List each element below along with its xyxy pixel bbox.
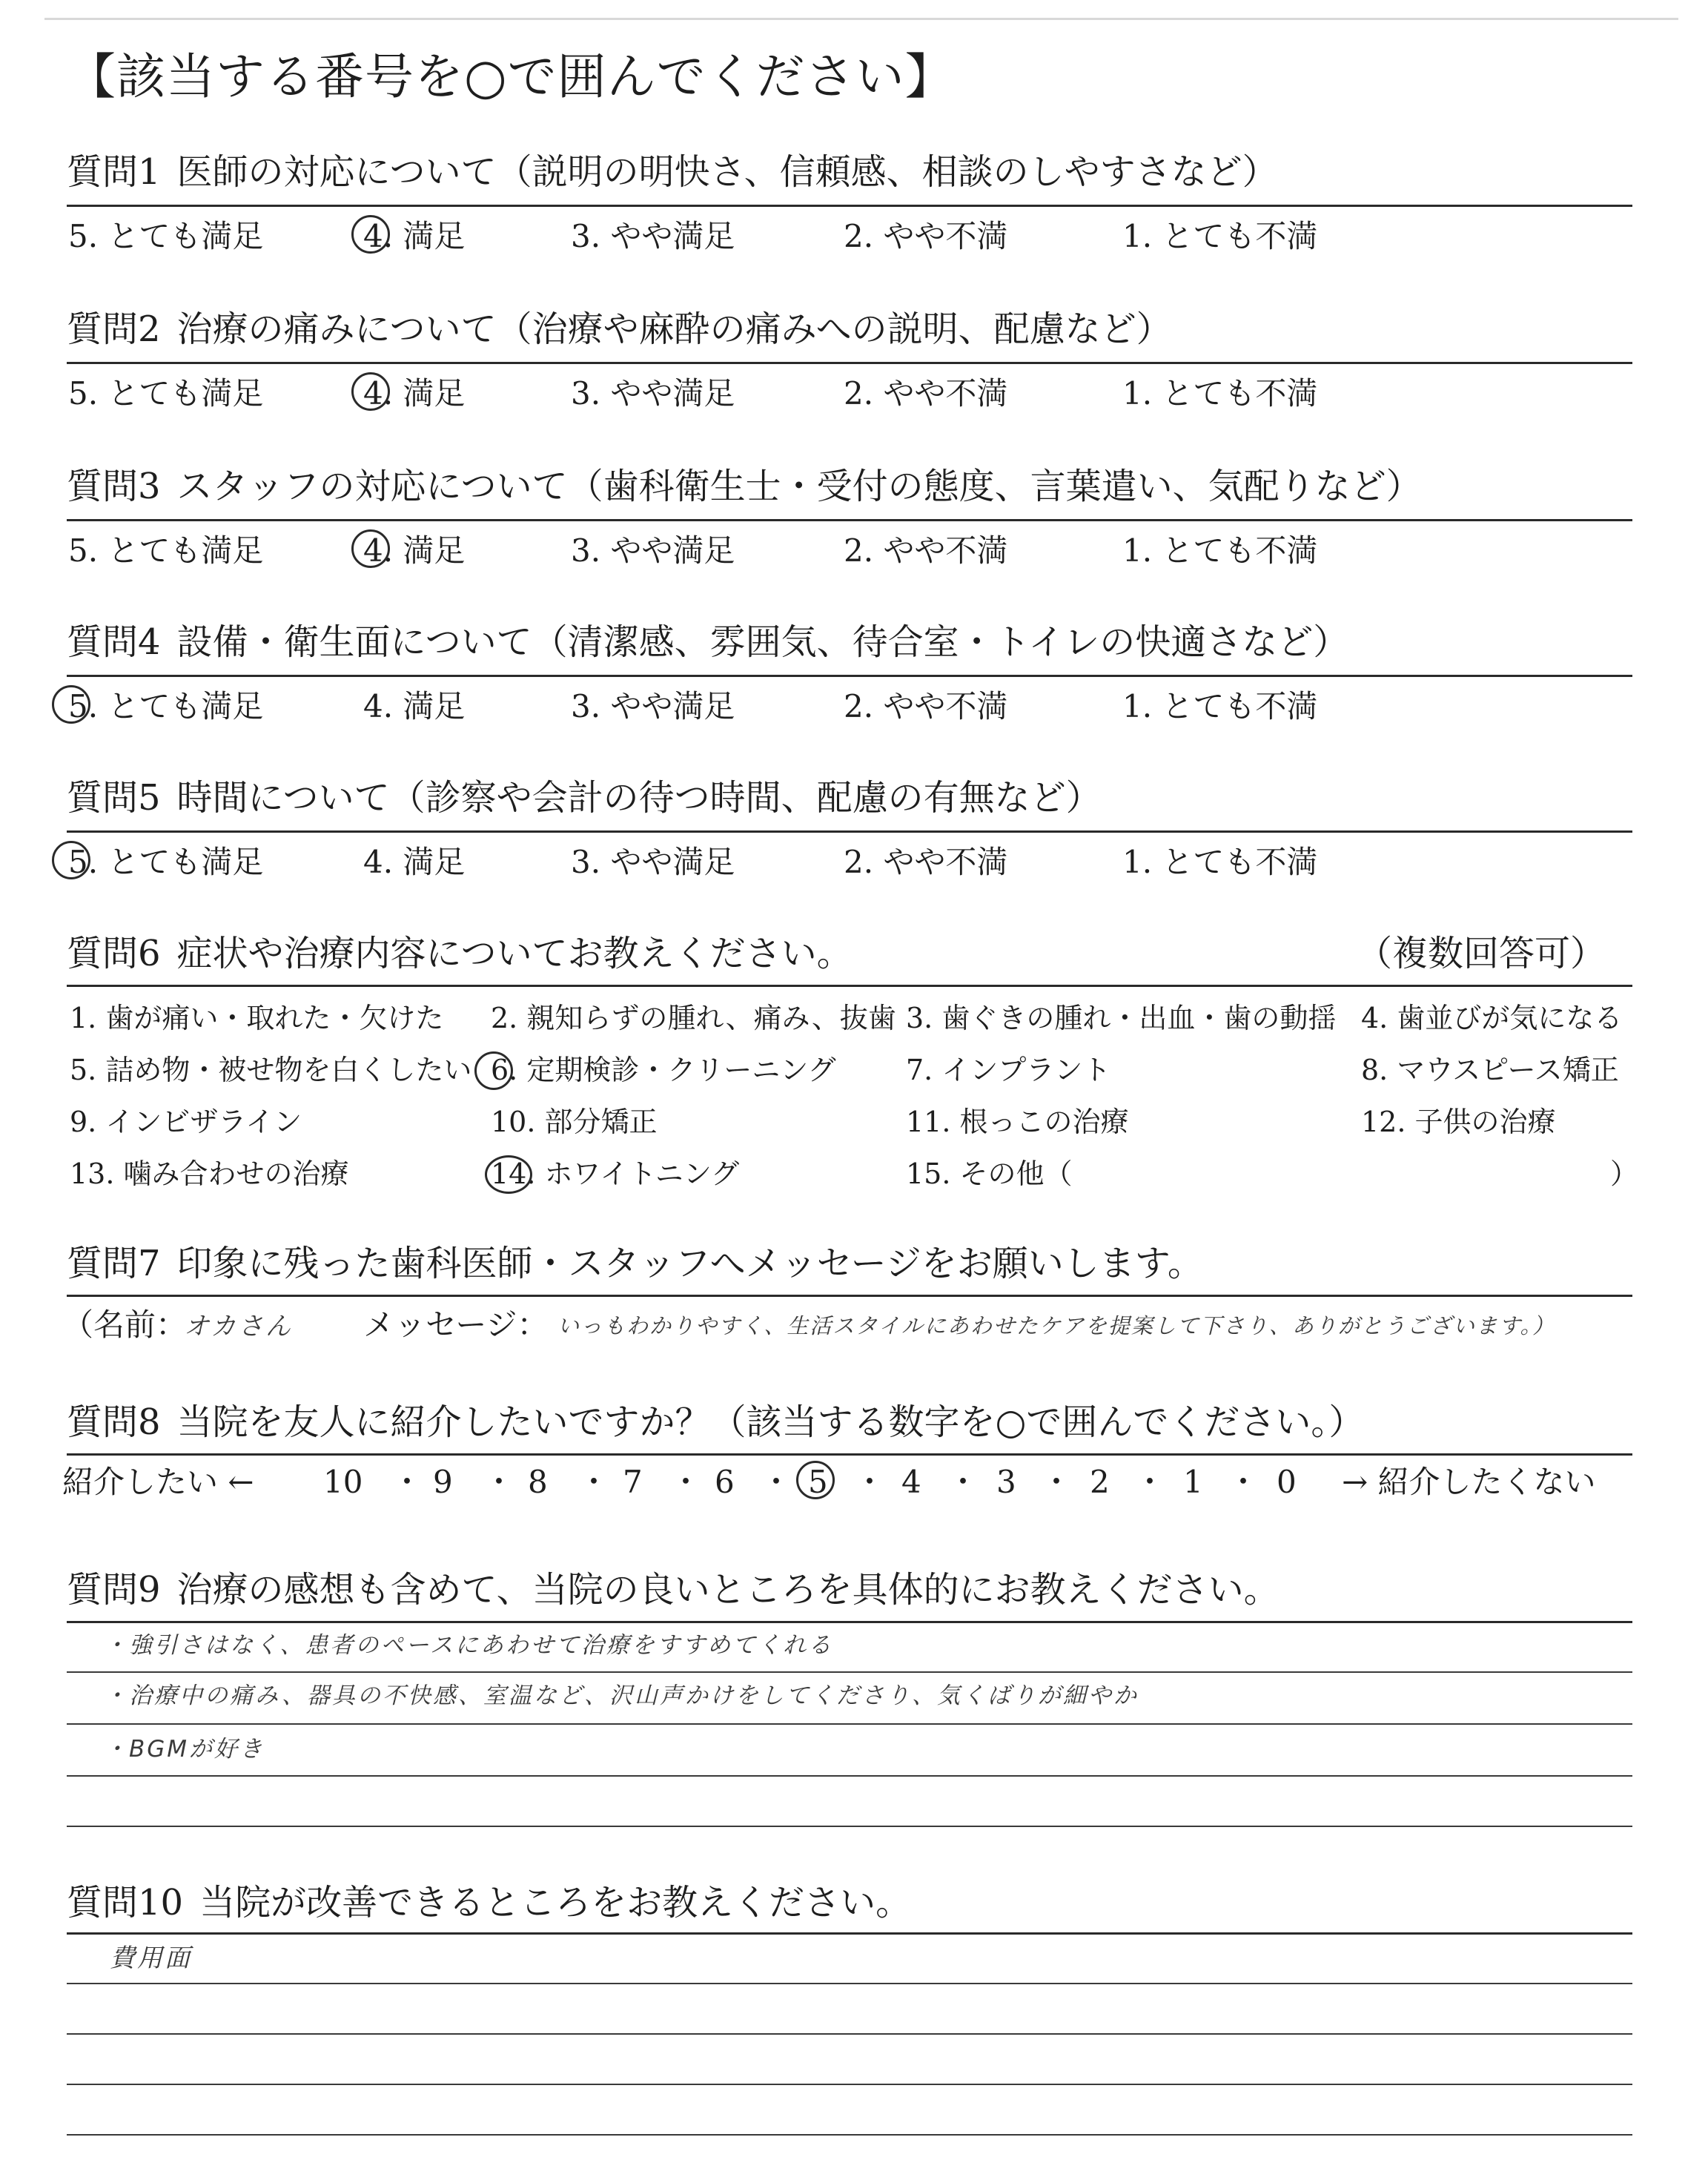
scale-4[interactable]: 4 [901, 1464, 921, 1500]
question-text: 当院が改善できるところをお教えください。 [199, 1882, 912, 1923]
q9-answer-line-1: ・強引さはなく、患者のペースにあわせて治療をすすめてくれる [104, 1632, 834, 1659]
q6-item-14[interactable]: 14. ホワイトニング [491, 1157, 740, 1190]
recommend-right-label: → 紹介したくない [1342, 1464, 1596, 1500]
scale-10[interactable]: 10 [323, 1464, 363, 1500]
question-text: 時間について（診察や会計の待つ時間、配慮の有無など） [176, 777, 1102, 819]
question-number: 質問1 [67, 151, 161, 193]
scale-dot: ・ [947, 1464, 979, 1500]
q6-item-11[interactable]: 11. 根っこの治療 [906, 1106, 1129, 1138]
question-number: 質問5 [67, 777, 161, 819]
scale-5-selected-circle [796, 1461, 835, 1499]
q3-option-1[interactable]: 1. とても不満 [1122, 532, 1318, 569]
q6-item-5[interactable]: 5. 詰め物・被せ物を白くしたい [70, 1054, 472, 1086]
question-text: 症状や治療内容についてお教えください。 [176, 933, 853, 974]
q4-option-1[interactable]: 1. とても不満 [1122, 688, 1318, 724]
answer-line [67, 2134, 1632, 2136]
q1-selected-circle [351, 215, 390, 254]
top-edge-line [44, 18, 1678, 20]
question-3-title [67, 466, 1422, 507]
scale-8[interactable]: 8 [528, 1464, 548, 1500]
q9-answer-line-2: ・治療中の痛み、器具の不快感、室温など、沢山声かけをしてくださり、気くばりが細やか [104, 1682, 1139, 1709]
q2-option-5[interactable]: 5. とても満足 [68, 375, 264, 412]
q1-option-2[interactable]: 2. やや不満 [844, 218, 1008, 254]
q1-option-5[interactable]: 5. とても満足 [68, 218, 264, 254]
question-number: 質問7 [67, 1243, 161, 1284]
q2-selected-circle [351, 372, 390, 411]
scale-2[interactable]: 2 [1090, 1464, 1110, 1500]
question-7-rule [67, 1295, 1632, 1297]
answer-line [67, 2084, 1632, 2085]
question-9-title [67, 1569, 1280, 1611]
question-10-rule [67, 1932, 1632, 1935]
q6-item-2[interactable]: 2. 親知らずの腫れ、痛み、抜歯 [491, 1002, 896, 1034]
q2-option-2[interactable]: 2. やや不満 [844, 375, 1008, 412]
scale-dot: ・ [1041, 1464, 1073, 1500]
question-1-title [67, 151, 1278, 193]
question-number: 質問10 [67, 1882, 184, 1923]
scale-7[interactable]: 7 [623, 1464, 643, 1500]
scale-9[interactable]: 9 [433, 1464, 453, 1500]
q10-answer-line-1: 費用面 [110, 1943, 192, 1973]
q5-option-2[interactable]: 2. やや不満 [844, 844, 1008, 880]
question-9-rule [67, 1621, 1632, 1623]
question-number: 質問8 [67, 1401, 161, 1443]
question-4-title [67, 621, 1349, 663]
q4-option-2[interactable]: 2. やや不満 [844, 688, 1008, 724]
question-text: 治療の感想も含めて、当院の良いところを具体的にお教えください。 [176, 1569, 1280, 1611]
q6-item-15[interactable]: 15. その他（ [906, 1157, 1073, 1190]
q1-option-3[interactable]: 3. やや満足 [571, 218, 735, 254]
scale-dot: ・ [854, 1464, 886, 1500]
scale-dot: ・ [761, 1464, 792, 1500]
q2-option-3[interactable]: 3. やや満足 [571, 375, 735, 412]
question-8-rule [67, 1453, 1632, 1456]
q4-selected-circle [52, 685, 90, 724]
scale-0[interactable]: 0 [1277, 1464, 1297, 1500]
multiple-answer-note: （複数回答可） [1357, 933, 1606, 974]
q2-option-4[interactable]: 4. 満足 [363, 375, 466, 412]
q6-item-7[interactable]: 7. インプラント [906, 1054, 1111, 1086]
q6-item-8[interactable]: 8. マウスピース矯正 [1361, 1054, 1619, 1086]
scale-dot: ・ [483, 1464, 515, 1500]
answer-line [67, 1775, 1632, 1777]
answer-line [67, 1826, 1632, 1827]
question-3-rule [67, 519, 1632, 521]
q4-option-3[interactable]: 3. やや満足 [571, 688, 735, 724]
q5-option-1[interactable]: 1. とても不満 [1122, 844, 1318, 880]
q6-item-9[interactable]: 9. インビザライン [70, 1106, 302, 1138]
q1-option-1[interactable]: 1. とても不満 [1122, 218, 1318, 254]
question-number: 質問3 [67, 466, 161, 507]
q1-option-4[interactable]: 4. 満足 [363, 218, 466, 254]
question-5-title [67, 777, 1102, 819]
question-8-title [67, 1401, 1365, 1443]
q5-option-4[interactable]: 4. 満足 [363, 844, 466, 880]
q3-option-3[interactable]: 3. やや満足 [571, 532, 735, 569]
question-text: 医師の対応について（説明の明快さ、信頼感、相談のしやすさなど） [176, 151, 1278, 193]
question-2-rule [67, 362, 1632, 364]
q6-item-6-selected-circle [474, 1051, 513, 1090]
question-text: スタッフの対応について（歯科衛生士・受付の態度、言葉遣い、気配りなど） [176, 466, 1422, 507]
scale-6[interactable]: 6 [715, 1464, 735, 1500]
scale-3[interactable]: 3 [996, 1464, 1016, 1500]
q6-item-3[interactable]: 3. 歯ぐきの腫れ・出血・歯の動揺 [906, 1002, 1337, 1034]
message-handwritten: いっもわかりやすく、生活スタイルにあわせたケアを提案して下さり、ありがとうございます。） [557, 1313, 1556, 1338]
question-text: 印象に残った歯科医師・スタッフへメッセージをお願いします。 [176, 1243, 1203, 1284]
question-5-rule [67, 830, 1632, 833]
q6-item-14-selected-circle [485, 1155, 532, 1194]
q6-item-13[interactable]: 13. 噛み合わせの治療 [70, 1157, 349, 1190]
scale-dot: ・ [670, 1464, 702, 1500]
q3-option-5[interactable]: 5. とても満足 [68, 532, 264, 569]
question-text: 設備・衛生面について（清潔感、雰囲気、待合室・トイレの快適さなど） [176, 621, 1349, 663]
message-label: メッセージ： [363, 1307, 549, 1343]
scale-dot: ・ [391, 1464, 423, 1500]
question-6-rule [67, 985, 1632, 987]
question-1-rule [67, 205, 1632, 207]
answer-line [67, 1723, 1632, 1725]
name-label: （名前： [62, 1307, 188, 1343]
question-number: 質問9 [67, 1569, 161, 1611]
q5-option-3[interactable]: 3. やや満足 [571, 844, 735, 880]
q6-item-10[interactable]: 10. 部分矯正 [491, 1106, 658, 1138]
q5-option-5[interactable]: 5. とても満足 [68, 844, 264, 880]
question-number: 質問6 [67, 933, 161, 974]
q4-option-4[interactable]: 4. 満足 [363, 688, 466, 724]
scale-dot: ・ [1228, 1464, 1260, 1500]
question-10-title [67, 1882, 912, 1923]
answer-line [67, 2033, 1632, 2035]
scale-5[interactable]: 5 [808, 1464, 828, 1500]
q5-selected-circle [52, 841, 90, 879]
q6-item-15-close: ） [1610, 1157, 1639, 1190]
answer-line [67, 1671, 1632, 1673]
q4-option-5[interactable]: 5. とても満足 [68, 688, 264, 724]
q6-item-1[interactable]: 1. 歯が痛い・取れた・欠けた [70, 1002, 444, 1034]
question-7-title [67, 1243, 1203, 1284]
question-2-title [67, 308, 1172, 350]
scale-dot: ・ [1134, 1464, 1166, 1500]
question-number: 質問4 [67, 621, 161, 663]
q6-item-12[interactable]: 12. 子供の治療 [1361, 1106, 1556, 1138]
answer-line [67, 1983, 1632, 1984]
scale-dot: ・ [578, 1464, 610, 1500]
q9-answer-line-3: ・BGMが好き [104, 1736, 265, 1763]
q6-item-4[interactable]: 4. 歯並びが気になる [1361, 1002, 1623, 1034]
page-heading: 【該当する番号を○で囲んでください】 [67, 48, 955, 105]
question-text: 治療の痛みについて（治療や麻酔の痛みへの説明、配慮など） [176, 308, 1172, 350]
question-text: 当院を友人に紹介したいですか？（該当する数字を○で囲んでください。） [176, 1401, 1365, 1443]
q3-option-4[interactable]: 4. 満足 [363, 532, 466, 569]
recommend-left-label: 紹介したい ← [62, 1464, 254, 1500]
name-handwritten: オカさん [184, 1312, 293, 1341]
question-6-title [67, 933, 853, 974]
q2-option-1[interactable]: 1. とても不満 [1122, 375, 1318, 412]
q3-option-2[interactable]: 2. やや不満 [844, 532, 1008, 569]
q6-item-6[interactable]: 6. 定期検診・クリーニング [491, 1054, 836, 1086]
scale-1[interactable]: 1 [1183, 1464, 1203, 1500]
question-number: 質問2 [67, 308, 161, 350]
q3-selected-circle [351, 529, 390, 568]
question-4-rule [67, 675, 1632, 677]
